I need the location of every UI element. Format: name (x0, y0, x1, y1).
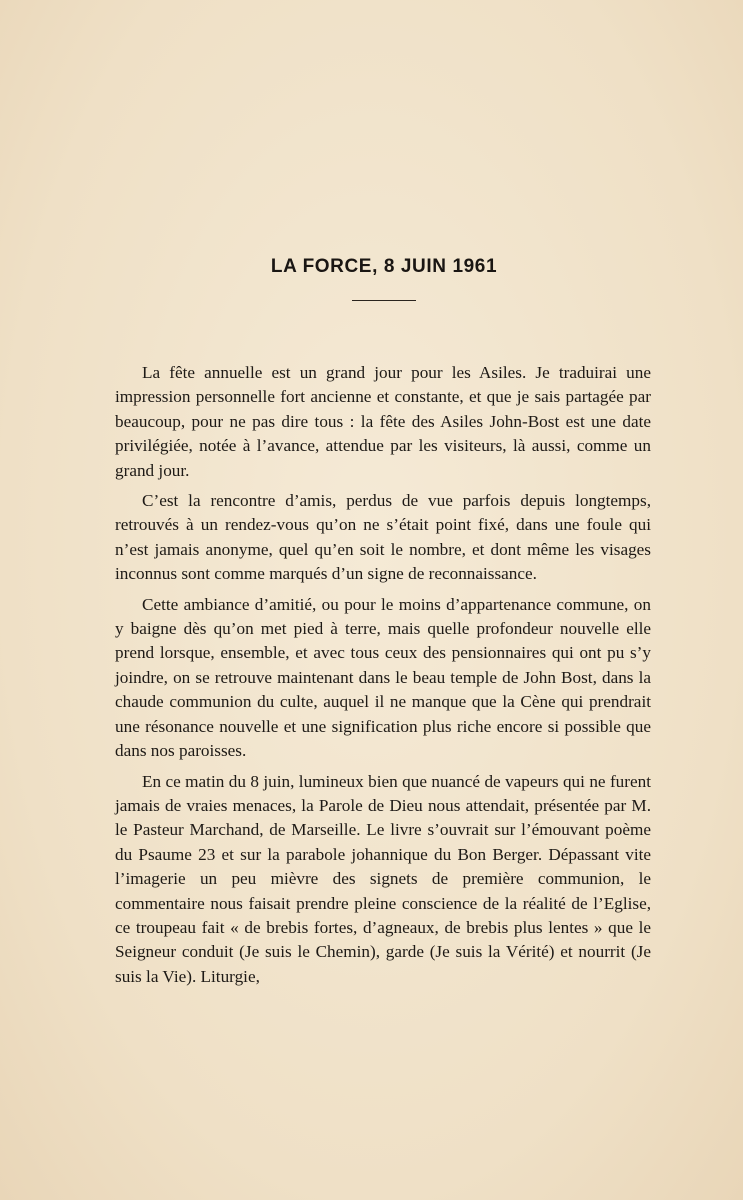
title-divider (352, 300, 416, 301)
paragraph-1: La fête annuelle est un grand jour pour les Asiles. Je traduirai une impression personnelle fort ancienne et constante, et que je sais partagée par beaucoup, pour ne pas dire tous : la fête des Asiles John-Bost est une date privilégiée, notée à l’avance, attendue par les visiteurs, là aussi, comme un grand jour. (115, 363, 651, 480)
paragraph-4: En ce matin du 8 juin, lumineux bien que nuancé de vapeurs qui ne furent jamais de vraies menaces, la Parole de Dieu nous attendait, présentée par M. le Pasteur Marchand, de Marseille. Le livre s’ouvrait sur l’émouvant poème du Psaume 23 et sur la parabole johannique du Bon Berger. Dépassant vite l’imagerie un peu mièvre des signets de première communion, le commentaire nous faisait prendre pleine conscience de la réalité de l’Eglise, ce troupeau fait « de brebis fortes, d’agneaux, de brebis plus lentes » que le Seigneur conduit (Je suis le Chemin), garde (Je suis la Vérité) et nourrit (Je suis la Vie). Liturgie, (115, 771, 651, 986)
paragraph-3: Cette ambiance d’amitié, ou pour le moins d’appartenance commune, on y baigne dès qu’on met pied à terre, mais quelle profondeur nouvelle elle prend lorsque, ensemble, et avec tous ceux des pensionnaires qui ont pu s’y joindre, on se retrouve maintenant dans le beau temple de John Bost, dans la chaude communion du culte, auquel il ne manque que la Cène qui prendrait une résonance nouvelle et une signification plus riche encore si possible que dans nos paroisses. (115, 594, 651, 761)
paragraph-2: C’est la rencontre d’amis, perdus de vue parfois depuis longtemps, retrouvés à un rendez-vous qu’on ne s’était point fixé, dans une foule qui n’est jamais anonyme, quel qu’en soit le nombre, et dont même les visages inconnus sont comme marqués d’un signe de reconnaissance. (115, 491, 651, 584)
chapter-title: LA FORCE, 8 JUIN 1961 (270, 256, 498, 277)
body-text (115, 361, 651, 995)
